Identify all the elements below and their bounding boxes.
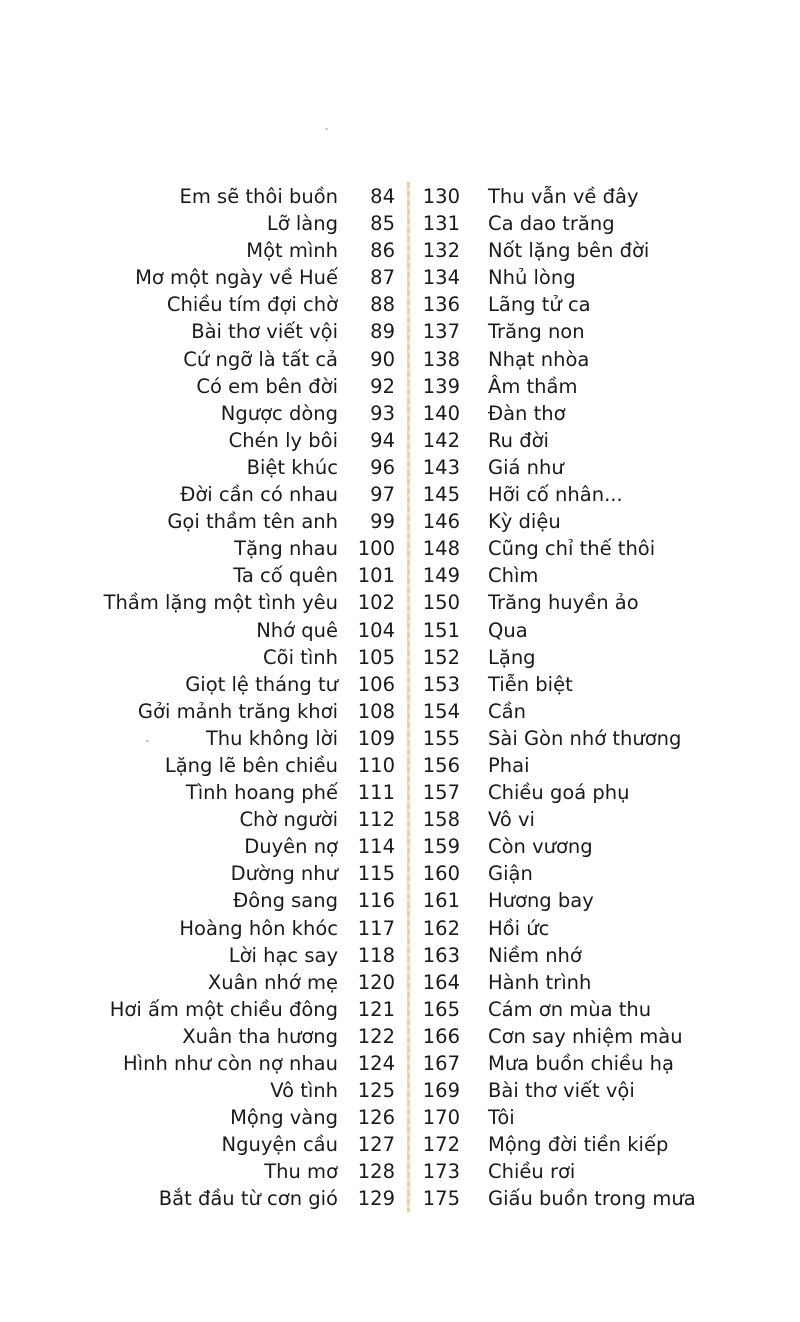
toc-entry-page-number: 127 bbox=[357, 1133, 395, 1157]
toc-entry-title: Bài thơ viết vội bbox=[488, 1079, 635, 1103]
toc-entry-page-number: 88 bbox=[370, 293, 395, 317]
toc-entry-page-number: 115 bbox=[357, 862, 395, 886]
toc-entry-title: Tiễn biệt bbox=[488, 672, 573, 696]
toc-entry[interactable] bbox=[60, 1131, 400, 1158]
toc-entry-page-number: 167 bbox=[422, 1052, 460, 1075]
toc-entry-title: Âm thầm bbox=[488, 374, 578, 398]
toc-entry-page-number: 89 bbox=[370, 320, 395, 344]
toc-entry-page-number: 124 bbox=[357, 1052, 395, 1075]
toc-entry-page-number: 130 bbox=[422, 185, 460, 208]
toc-entry[interactable] bbox=[60, 210, 400, 237]
toc-entry-title: Hoàng hôn khóc bbox=[179, 916, 338, 940]
toc-entry-page-number: 170 bbox=[422, 1106, 460, 1130]
toc-entry-page-number: 159 bbox=[422, 835, 460, 859]
toc-entry-title: Phai bbox=[488, 753, 530, 777]
toc-entry-title: Chiều goá phụ bbox=[488, 781, 630, 805]
toc-entry-title: Mộng vàng bbox=[230, 1106, 338, 1130]
toc-entry-title: Xuân nhớ mẹ bbox=[207, 970, 338, 994]
toc-entry[interactable] bbox=[60, 237, 400, 264]
toc-entry-title: Đàn thơ bbox=[488, 401, 566, 425]
toc-entry-page-number: 97 bbox=[370, 483, 395, 507]
toc-entry-page-number: 128 bbox=[357, 1160, 395, 1184]
toc-entry[interactable] bbox=[418, 725, 758, 752]
toc-entry-title: Biệt khúc bbox=[246, 455, 338, 479]
toc-entry-title: Giọt lệ tháng tư bbox=[185, 672, 338, 696]
toc-entry-page-number: 166 bbox=[422, 1024, 460, 1048]
toc-entry-title: Thu vẫn về đây bbox=[488, 185, 639, 208]
toc-entry-title: Gởi mảnh trăng khơi bbox=[137, 699, 338, 723]
toc-entry-page-number: 105 bbox=[357, 645, 395, 669]
toc-entry-page-number: 154 bbox=[422, 699, 460, 723]
toc-entry-title: Nhủ lòng bbox=[488, 266, 576, 290]
toc-entry-title: Đời cần có nhau bbox=[180, 483, 338, 507]
toc-entry[interactable] bbox=[418, 996, 758, 1023]
toc-entry-title: Hỡi cố nhân... bbox=[488, 483, 623, 507]
toc-entry-title: Cũng chỉ thế thôi bbox=[488, 537, 656, 561]
toc-entry-title: Giận bbox=[488, 862, 533, 886]
toc-entry-title: Trăng non bbox=[488, 320, 585, 344]
toc-entry-title: Hương bay bbox=[488, 889, 594, 913]
toc-entry-page-number: 101 bbox=[357, 564, 395, 588]
toc-entry-title: Nhạt nhòa bbox=[488, 347, 590, 371]
toc-entry[interactable] bbox=[60, 1023, 400, 1050]
toc-entry-page-number: 134 bbox=[422, 266, 460, 290]
toc-entry-title: Duyên nợ bbox=[244, 835, 338, 859]
toc-entry[interactable] bbox=[60, 996, 400, 1023]
toc-entry-page-number: 84 bbox=[370, 185, 395, 208]
toc-entry[interactable] bbox=[60, 481, 400, 508]
toc-entry[interactable] bbox=[418, 1185, 758, 1212]
toc-entry[interactable] bbox=[418, 969, 758, 996]
toc-entry[interactable] bbox=[60, 589, 400, 616]
toc-entry-title: Xuân tha hương bbox=[182, 1024, 338, 1048]
toc-entry-title: Chìm bbox=[488, 564, 539, 588]
toc-entry-page-number: 132 bbox=[422, 239, 460, 263]
toc-entry[interactable] bbox=[418, 535, 758, 562]
toc-entry-title: Cứ ngỡ là tất cả bbox=[183, 347, 338, 371]
toc-entry[interactable] bbox=[60, 779, 400, 806]
toc-entry[interactable] bbox=[418, 1077, 758, 1104]
toc-entry-page-number: 156 bbox=[422, 753, 460, 777]
toc-entry[interactable] bbox=[418, 373, 758, 400]
toc-entry[interactable] bbox=[418, 1158, 758, 1185]
toc-entry-title: Gọi thầm tên anh bbox=[167, 510, 338, 534]
toc-entry[interactable] bbox=[60, 833, 400, 860]
toc-entry[interactable] bbox=[60, 373, 400, 400]
toc-entry[interactable] bbox=[418, 698, 758, 725]
toc-entry-title: Nguyện cầu bbox=[221, 1133, 338, 1157]
toc-entry-title: Lời hạc say bbox=[228, 943, 338, 967]
toc-entry-title: Hành trình bbox=[488, 970, 592, 994]
toc-entry[interactable] bbox=[60, 535, 400, 562]
toc-entry-title: Hơi ấm một chiều đông bbox=[109, 997, 338, 1021]
toc-entry-title: Giấu buồn trong mưa bbox=[488, 1187, 696, 1211]
toc-entry[interactable] bbox=[418, 264, 758, 291]
toc-entry-page-number: 158 bbox=[422, 808, 460, 832]
toc-entry-title: Ta cố quên bbox=[233, 564, 338, 588]
toc-entry[interactable] bbox=[418, 589, 758, 616]
toc-entry[interactable] bbox=[60, 1185, 400, 1212]
toc-entry-title: Em sẽ thôi buồn bbox=[179, 185, 338, 208]
toc-entry-title: Tặng nhau bbox=[234, 537, 338, 561]
toc-entry-page-number: 112 bbox=[357, 808, 395, 832]
toc-entry-page-number: 149 bbox=[422, 564, 460, 588]
toc-right-column bbox=[418, 183, 758, 1213]
toc-entry[interactable] bbox=[418, 779, 758, 806]
toc-entry[interactable] bbox=[60, 183, 400, 210]
toc-entry-title: Thu mơ bbox=[264, 1160, 338, 1184]
toc-entry-page-number: 120 bbox=[357, 970, 395, 994]
toc-entry-title: Ca dao trăng bbox=[488, 212, 615, 236]
toc-entry-page-number: 122 bbox=[357, 1024, 395, 1048]
toc-entry-page-number: 87 bbox=[370, 266, 395, 290]
toc-entry-title: Hồi ức bbox=[488, 916, 550, 940]
toc-entry-page-number: 150 bbox=[422, 591, 460, 615]
toc-entry[interactable] bbox=[418, 400, 758, 427]
toc-entry-title: Vô vi bbox=[488, 808, 535, 832]
toc-entry-page-number: 111 bbox=[357, 781, 395, 805]
toc-entry[interactable] bbox=[418, 454, 758, 481]
toc-entry[interactable] bbox=[418, 291, 758, 318]
toc-entry-page-number: 152 bbox=[422, 645, 460, 669]
toc-entry-title: Cõi tình bbox=[263, 645, 338, 669]
toc-entry[interactable] bbox=[60, 427, 400, 454]
toc-entry-page-number: 169 bbox=[422, 1079, 460, 1103]
toc-entry-page-number: 121 bbox=[357, 997, 395, 1021]
toc-entry-page-number: 145 bbox=[422, 483, 460, 507]
toc-entry-page-number: 148 bbox=[422, 537, 460, 561]
toc-entry-page-number: 162 bbox=[422, 916, 460, 940]
toc-entry-title: Một mình bbox=[246, 239, 338, 263]
toc-entry-title: Bắt đầu từ cơn gió bbox=[158, 1187, 338, 1211]
toc-entry-title: Thu không lời bbox=[205, 726, 338, 750]
toc-entry-page-number: 140 bbox=[422, 401, 460, 425]
toc-entry-title: Mơ một ngày về Huế bbox=[135, 266, 338, 290]
toc-entry[interactable] bbox=[60, 318, 400, 345]
toc-entry[interactable] bbox=[60, 1104, 400, 1131]
toc-entry-page-number: 90 bbox=[370, 347, 395, 371]
toc-entry-page-number: 160 bbox=[422, 862, 460, 886]
toc-entry[interactable] bbox=[60, 887, 400, 914]
toc-entry[interactable] bbox=[60, 806, 400, 833]
toc-entry-page-number: 131 bbox=[422, 212, 460, 236]
toc-entry-page-number: 175 bbox=[422, 1187, 460, 1211]
toc-entry-title: Lỡ làng bbox=[266, 212, 338, 236]
toc-entry[interactable] bbox=[60, 969, 400, 996]
toc-entry-page-number: 108 bbox=[357, 699, 395, 723]
toc-entry-page-number: 116 bbox=[357, 889, 395, 913]
toc-entry[interactable] bbox=[60, 942, 400, 969]
toc-entry[interactable] bbox=[60, 698, 400, 725]
toc-entry[interactable] bbox=[60, 671, 400, 698]
toc-entry-page-number: 173 bbox=[422, 1160, 460, 1184]
toc-entry-page-number: 93 bbox=[370, 401, 395, 425]
toc-entry-page-number: 151 bbox=[422, 618, 460, 642]
toc-entry-page-number: 161 bbox=[422, 889, 460, 913]
toc-entry[interactable] bbox=[418, 617, 758, 644]
toc-entry-page-number: 106 bbox=[357, 672, 395, 696]
toc-entry-page-number: 118 bbox=[357, 943, 395, 967]
toc-entry[interactable] bbox=[60, 860, 400, 887]
toc-entry[interactable] bbox=[418, 210, 758, 237]
toc-entry[interactable] bbox=[60, 1077, 400, 1104]
toc-entry-title: Hình như còn nợ nhau bbox=[123, 1052, 338, 1075]
toc-entry[interactable] bbox=[418, 508, 758, 535]
toc-entry-title: Còn vương bbox=[488, 835, 593, 859]
toc-entry-title: Giá như bbox=[488, 455, 564, 479]
toc-entry-title: Ngược dòng bbox=[220, 401, 338, 425]
toc-entry[interactable] bbox=[60, 725, 400, 752]
toc-entry-page-number: 109 bbox=[357, 726, 395, 750]
toc-entry[interactable] bbox=[418, 318, 758, 345]
toc-entry[interactable] bbox=[418, 915, 758, 942]
toc-entry-page-number: 126 bbox=[357, 1106, 395, 1130]
toc-entry-title: Cần bbox=[488, 699, 526, 723]
toc-entry-title: Kỳ diệu bbox=[488, 510, 561, 534]
toc-entry-title: Nốt lặng bên đời bbox=[488, 239, 650, 263]
toc-entry-title: Lặng lẽ bên chiều bbox=[164, 753, 338, 777]
toc-entry-page-number: 155 bbox=[422, 726, 460, 750]
toc-entry-page-number: 114 bbox=[357, 835, 395, 859]
toc-entry[interactable] bbox=[60, 346, 400, 373]
toc-entry-page-number: 86 bbox=[370, 239, 395, 263]
toc-entry-page-number: 104 bbox=[357, 618, 395, 642]
toc-entry-title: Cám ơn mùa thu bbox=[488, 997, 652, 1021]
toc-entry-title: Chiều rơi bbox=[488, 1160, 576, 1184]
toc-entry[interactable] bbox=[418, 671, 758, 698]
toc-entry-title: Chén ly bôi bbox=[228, 428, 338, 452]
toc-entry[interactable] bbox=[418, 1131, 758, 1158]
toc-entry-title: Tình hoang phế bbox=[185, 781, 338, 805]
toc-entry[interactable] bbox=[60, 400, 400, 427]
toc-entry[interactable] bbox=[60, 264, 400, 291]
toc-entry-title: Lãng tử ca bbox=[488, 293, 591, 317]
toc-entry-title: Thầm lặng một tình yêu bbox=[103, 591, 338, 615]
toc-entry[interactable] bbox=[418, 183, 758, 210]
toc-entry[interactable] bbox=[60, 291, 400, 318]
toc-entry-page-number: 117 bbox=[357, 916, 395, 940]
toc-entry[interactable] bbox=[60, 454, 400, 481]
toc-entry-title: Cơn say nhiệm màu bbox=[488, 1024, 683, 1048]
toc-entry[interactable] bbox=[418, 752, 758, 779]
toc-entry[interactable] bbox=[418, 860, 758, 887]
toc-entry[interactable] bbox=[418, 833, 758, 860]
toc-entry[interactable] bbox=[418, 942, 758, 969]
toc-entry-page-number: 85 bbox=[370, 212, 395, 236]
toc-entry-title: Mưa buồn chiều hạ bbox=[488, 1052, 674, 1075]
toc-entry-page-number: 142 bbox=[422, 428, 460, 452]
toc-entry-page-number: 137 bbox=[422, 320, 460, 344]
toc-entry-page-number: 139 bbox=[422, 374, 460, 398]
toc-entry-page-number: 94 bbox=[370, 428, 395, 452]
paper-speck bbox=[325, 128, 328, 130]
toc-entry[interactable] bbox=[418, 1023, 758, 1050]
toc-entry-title: Ru đời bbox=[488, 428, 549, 452]
toc-entry[interactable] bbox=[60, 1158, 400, 1185]
toc-entry-title: Mộng đời tiền kiếp bbox=[488, 1133, 669, 1157]
toc-entry-title: Có em bên đời bbox=[196, 374, 338, 398]
toc-entry-page-number: 172 bbox=[422, 1133, 460, 1157]
toc-entry-page-number: 96 bbox=[370, 455, 395, 479]
toc-left-column bbox=[60, 183, 400, 1213]
toc-entry-title: Dường như bbox=[230, 862, 338, 886]
toc-entry-page-number: 163 bbox=[422, 943, 460, 967]
toc-entry-page-number: 99 bbox=[370, 510, 395, 534]
toc-entry-title: Qua bbox=[488, 618, 528, 642]
toc-entry-page-number: 143 bbox=[422, 455, 460, 479]
toc-entry[interactable] bbox=[60, 752, 400, 779]
toc-entry[interactable] bbox=[60, 915, 400, 942]
toc-entry-title: Vô tình bbox=[270, 1079, 338, 1103]
toc-entry-title: Chờ người bbox=[239, 808, 338, 832]
toc-entry[interactable] bbox=[418, 644, 758, 671]
toc-entry-title: Lặng bbox=[488, 645, 536, 669]
toc-entry[interactable] bbox=[418, 481, 758, 508]
toc-entry[interactable] bbox=[60, 617, 400, 644]
toc-entry[interactable] bbox=[60, 562, 400, 589]
toc-entry-page-number: 100 bbox=[357, 537, 395, 561]
toc-entry-title: Tôi bbox=[488, 1106, 515, 1130]
toc-entry-title: Bài thơ viết vội bbox=[191, 320, 338, 344]
toc-entry-page-number: 110 bbox=[357, 753, 395, 777]
toc-entry-page-number: 136 bbox=[422, 293, 460, 317]
toc-entry-page-number: 153 bbox=[422, 672, 460, 696]
toc-entry[interactable] bbox=[60, 1050, 400, 1077]
toc-entry-page-number: 92 bbox=[370, 374, 395, 398]
toc-entry[interactable] bbox=[60, 644, 400, 671]
toc-entry-page-number: 102 bbox=[357, 591, 395, 615]
toc-entry[interactable] bbox=[418, 427, 758, 454]
toc-entry-title: Đông sang bbox=[233, 889, 338, 913]
toc-entry-page-number: 125 bbox=[357, 1079, 395, 1103]
toc-entry[interactable] bbox=[418, 887, 758, 914]
toc-entry-page-number: 129 bbox=[357, 1187, 395, 1211]
toc-entry-page-number: 164 bbox=[422, 970, 460, 994]
toc-entry[interactable] bbox=[418, 237, 758, 264]
column-divider bbox=[407, 182, 410, 1212]
toc-entry-title: Niềm nhớ bbox=[488, 943, 582, 967]
toc-entry-page-number: 146 bbox=[422, 510, 460, 534]
toc-entry-title: Chiều tím đợi chờ bbox=[166, 293, 338, 317]
toc-entry[interactable] bbox=[60, 508, 400, 535]
toc-entry-page-number: 165 bbox=[422, 997, 460, 1021]
toc-entry-title: Nhớ quê bbox=[256, 618, 338, 642]
toc-entry-title: Trăng huyền ảo bbox=[488, 591, 639, 615]
toc-entry[interactable] bbox=[418, 1104, 758, 1131]
toc-entry[interactable] bbox=[418, 346, 758, 373]
toc-entry-page-number: 138 bbox=[422, 347, 460, 371]
toc-entry[interactable] bbox=[418, 806, 758, 833]
toc-entry-title: Sài Gòn nhớ thương bbox=[488, 726, 682, 750]
toc-entry[interactable] bbox=[418, 562, 758, 589]
toc-entry[interactable] bbox=[418, 1050, 758, 1077]
toc-entry-page-number: 157 bbox=[422, 781, 460, 805]
